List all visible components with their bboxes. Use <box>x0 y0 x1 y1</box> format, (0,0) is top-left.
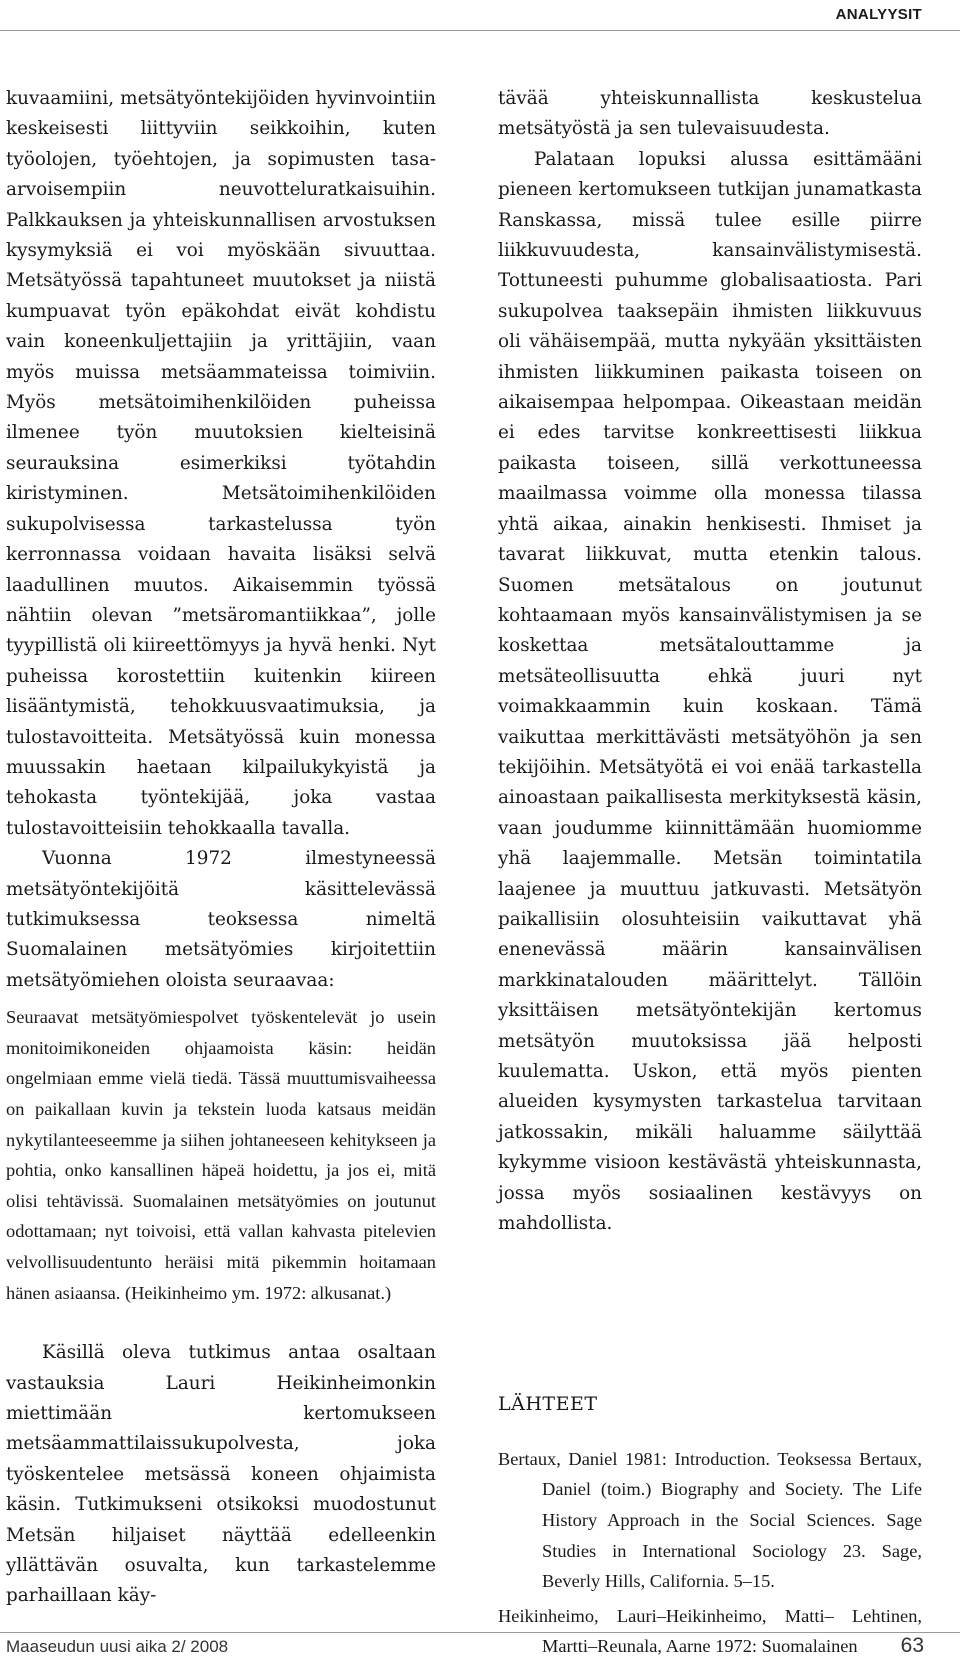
header-divider <box>0 30 960 31</box>
body-paragraph: Vuonna 1972 ilmestyneessä metsätyöntekijöitä käsittelevässä tutkimuksessa teoksessa nimeltä Suomalainen metsätyömies kirjoitettiin metsätyömiehen oloista seuraavaa: <box>6 848 436 991</box>
footer-divider <box>0 1632 960 1633</box>
publication-name: Maaseudun uusi aika 2/ 2008 <box>6 1637 229 1656</box>
sources-heading: LÄHTEET <box>498 1393 598 1416</box>
block-quote: Seuraavat metsätyömiespolvet työskentelevät jo usein monitoimikoneiden ohjaamoista käsin: heidän ongelmiaan emme vielä tiedä. Tässä muuttumisvaiheessa on paikallaan kuvin ja tekstein luoda katsaus meidän nykytilanteeseemme ja siihen johtaneeseen kehitykseen ja pohtia, onko kansallinen häpeä hoidettu, ja jos ei, mitä olisi tehtävissä. Suomalainen metsätyömies on joutunut odottamaan; nyt toivoisi, että vallan kahvasta pitelevien velvollisuudentunto heräisi mitä pikemmin hoitamaan hänen asiaansa. (Heikinheimo ym. 1972: alkusanat.) <box>6 1007 436 1303</box>
reference-item: Bertaux, Daniel 1981: Introduction. Teoksessa Bertaux, Daniel (toim.) Biography and Society. The Life History Approach in the Social Sciences. Sage Studies in International Sociology 23. Sage, Beverly Hills, California. 5–15. <box>498 1448 922 1592</box>
right-column <box>498 84 922 1666</box>
reference-item: Heikinheimo, Lauri–Heikinheimo, Matti– Lehtinen, Martti–Reunala, Aarne 1972: Suomalainen <box>498 1605 922 1657</box>
page-number: 63 <box>900 1634 924 1657</box>
body-paragraph: Käsillä oleva tutkimus antaa osaltaan vastauksia Lauri Heikinheimonkin miettimään kertomukseen metsäammattilaissukupolvesta, joka työskentelee metsässä koneen ohjaimista käsin. Tutkimukseni otsikoksi muodostunut Metsän hiljaiset näyttää edelleenkin yllättävän osuvalta, kun tarkastelemme parhaillaan käy- <box>6 1342 436 1607</box>
body-paragraph: Palataan lopuksi alussa esittämääni pieneen kertomukseen tutkijan junamatkasta Ranskassa, missä tulee esille piirre liikkuvuudesta, kansainvälistymisestä. Tottuneesti puhumme globalisaatiosta. Pari sukupolvea taaksepäin ihmisten liikkuvuus oli vähäisempää, mutta nykyään yksittäisten ihmisten liikkuminen paikasta toiseen on aikaisempaa helpompaa. Oikeastaan meidän ei edes tarvitse konkreettisesti liikkua paikasta toiseen, sillä verkottuneessa maailmassa voimme olla monessa tilassa yhtä aikaa, ainakin henkisesti. Ihmiset ja tavarat liikkuvat, mutta etenkin talous. Suomen metsätalous on joutunut kohtaamaan myös kansainvälistymisen ja se koskettaa metsätalouttamme ja metsäteollisuutta ehkä juuri nyt voimakkaammin kuin koskaan. Tämä vaikuttaa merkittävästi metsätyöhön ja sen tekijöihin. Metsätyötä ei voi enää tarkastella ainoastaan paikallisesta merkityksestä käsin, vaan joudumme kiinnittämään huomiomme yhä laajemmalle. Metsän toimintatila laajenee ja muuttuu jatkuvasti. Metsätyön paikallisiin olosuhteisiin vaikuttavat yhä enenevässä määrin kansainvälisen markkinatalouden määrittelyt. Tällöin yksittäisen metsätyöntekijän kertomus metsätyön muutoksissa jää helposti kuulematta. Uskon, että myös pienten alueiden kysymysten tarkastelua tarvitaan jatkossakin, mikäli haluamme säilyttää kykymme visioon kestävästä yhteiskunnasta, jossa myös sosiaalinen kestävyys on mahdollista. <box>498 148 922 1235</box>
left-column <box>6 84 436 1612</box>
body-paragraph: kuvaamiini, metsätyöntekijöiden hyvinvointiin keskeisesti liittyviin seikkoihin, kuten työolojen, työehtojen, ja sopimusten tasa-arvoisempiin neuvotteluratkaisuihin. Palkkauksen ja yhteiskunnallisen arvostuksen kysymyksiä ei voi myöskään sivuuttaa. Metsätyössä tapahtuneet muutokset ja niistä kumpuavat työn epäkohdat eivät kohdistu vain koneenkuljettajiin ja yrittäjiin, vaan myös muissa metsäammateissa toimiviin. Myös metsätoimihenkilöiden puheissa ilmenee työn muutoksien kielteisinä seurauksina esimerkiksi työtahdin kiristyminen. Metsätoimihenkilöiden sukupolvisessa tarkastelussa työn kerronnassa voidaan havaita lisäksi selvä laadullinen muutos. Aikaisemmin työssä nähtiin olevan ”metsäromantiikkaa”, jolle tyypillistä oli kiireettömyys ja hyvä henki. Nyt puheissa korostettiin kuitenkin kiireen lisääntymistä, tehokkuusvaatimuksia, ja tulostavoitteita. Metsätyössä kuin monessa muussakin haetaan kilpailukykyistä ja tehokasta työntekijää, joka vastaa tulostavoitteisiin tehokkaalla tavalla. <box>6 88 436 839</box>
section-header: ANALYYSIT <box>835 6 922 23</box>
body-paragraph: tävää yhteiskunnallista keskustelua metsätyöstä ja sen tulevaisuudesta. <box>498 88 922 140</box>
